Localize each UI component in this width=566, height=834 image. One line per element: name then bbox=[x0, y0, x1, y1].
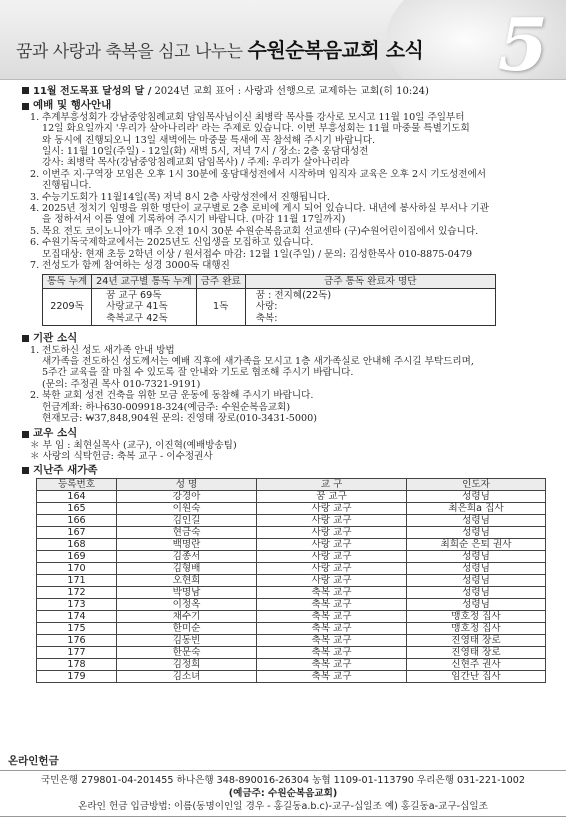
list-item-text bbox=[42, 169, 552, 192]
table-cell: 165 bbox=[37, 503, 117, 515]
online-offering-section bbox=[0, 755, 566, 817]
table-row bbox=[37, 635, 546, 647]
table-cell: 177 bbox=[37, 647, 117, 659]
completed-names: 꿈 : 전지혜(22독) 사랑: 축복: bbox=[245, 288, 495, 325]
square-bullet-icon bbox=[22, 467, 29, 474]
table-cell: 축복 교구 bbox=[257, 635, 407, 647]
table-cell: 한문숙 bbox=[117, 647, 257, 659]
table-header: 성 명 bbox=[117, 479, 257, 491]
table-row bbox=[37, 611, 546, 623]
list-item bbox=[30, 260, 552, 271]
newsletter-content bbox=[22, 86, 552, 683]
list-item-line: 추계부흥성회가 강남중앙침례교회 담임목사님이신 최병락 목사를 강사로 모시고 11월 10일 주일부터 bbox=[42, 111, 465, 123]
table-cell: 178 bbox=[37, 659, 117, 671]
list-item bbox=[30, 169, 552, 192]
list-item-number: 3. bbox=[30, 191, 40, 203]
table-cell: 171 bbox=[37, 575, 117, 587]
table-cell: 꿈 교구 bbox=[257, 491, 407, 503]
table-cell: 성령님 bbox=[407, 599, 546, 611]
table-cell: 169 bbox=[37, 551, 117, 563]
table-cell: 김인길 bbox=[117, 515, 257, 527]
table-row bbox=[37, 563, 546, 575]
table-cell: 사랑 교구 bbox=[257, 563, 407, 575]
list-item-number: 4. bbox=[30, 203, 40, 215]
table-row bbox=[37, 575, 546, 587]
table-row bbox=[37, 491, 546, 503]
list-item-line: 5주간 교육을 잘 마칠 수 있도록 잘 안내와 기도로 협조해 주시기 바랍니다. bbox=[42, 367, 354, 379]
table-cell: 맹호정 집사 bbox=[407, 623, 546, 635]
table-row bbox=[37, 671, 546, 683]
list-item-line: 북한 교회 성전 건축을 위한 모금 운동에 동참해 주시기 바랍니다. bbox=[42, 390, 314, 402]
table-cell: 175 bbox=[37, 623, 117, 635]
table-cell: 채수기 bbox=[117, 611, 257, 623]
list-item-text bbox=[42, 237, 552, 260]
total-count: 2209독 bbox=[43, 288, 92, 325]
table-cell: 179 bbox=[37, 671, 117, 683]
table-row bbox=[37, 539, 546, 551]
table-row bbox=[37, 647, 546, 659]
table-row bbox=[37, 515, 546, 527]
list-item bbox=[30, 203, 552, 226]
table-cell: 167 bbox=[37, 527, 117, 539]
newcomers-section-title: 지난주 새가족 bbox=[22, 465, 552, 476]
table-cell: 축복 교구 bbox=[257, 659, 407, 671]
table-row bbox=[37, 503, 546, 515]
staff-line: ＊ 사랑의 식탁헌금: 축복 교구 - 이수정권사 bbox=[30, 451, 213, 463]
table-cell: 성령님 bbox=[407, 575, 546, 587]
list-item-line: 일시: 11월 10일(주일) - 12일(화) 새벽 5시, 저녁 7시 / 장소: 2층 웅담대성전 bbox=[42, 146, 369, 158]
table-cell: 진영태 장로 bbox=[407, 647, 546, 659]
list-item-number: 7. bbox=[30, 260, 40, 272]
list-item bbox=[30, 345, 552, 391]
table-cell: 오현희 bbox=[117, 575, 257, 587]
table-header: 금주 통독 완료자 명단 bbox=[245, 274, 495, 288]
staff-section-title: 교우 소식 bbox=[22, 428, 552, 439]
list-item-text bbox=[42, 203, 552, 226]
institution-list bbox=[22, 345, 552, 425]
list-item-line: 새가족을 전도하신 성도께서는 예배 직후에 새가족을 모시고 1층 새가족실로 안내해 주시길 부탁드리며, bbox=[42, 355, 474, 367]
bible-reading-table bbox=[42, 274, 496, 327]
table-cell: 축복 교구 bbox=[257, 647, 407, 659]
list-item-number: 2. bbox=[30, 390, 40, 402]
list-item-line: 12일 화요일까지 '우리가 살아나리라' 라는 주제로 있습니다. 이번 부흥성회는 11월 마중물 특별기도회 bbox=[42, 123, 470, 135]
table-row bbox=[37, 551, 546, 563]
list-item-line: 전도하신 성도 새가족 안내 방법 bbox=[42, 344, 175, 356]
table-cell: 174 bbox=[37, 611, 117, 623]
list-item bbox=[30, 112, 552, 169]
list-item-line: 수원기독국제학교에서는 2025년도 신입생을 모집하고 있습니다. bbox=[42, 237, 314, 249]
deposit-method: 온라인 헌금 입금방법: 이름(동명이인일 경우 - 홍길동a.b.c)-교구-십일조 예) 홍길동a-교구-십일조 bbox=[78, 801, 488, 812]
table-cell: 축복 교구 bbox=[257, 599, 407, 611]
square-bullet-icon bbox=[22, 87, 29, 94]
church-motto: 2024년 교회 표어 : 사랑과 선행으로 교제하는 교회(히 10:24) bbox=[154, 86, 429, 97]
table-header: 금주 완료 bbox=[196, 274, 245, 288]
list-item-line: 이번주 지·구역장 모임은 오후 1시 30분에 웅담대성전에서 시작하며 임직자 교육은 오후 2시 기도성전에서 bbox=[42, 168, 487, 180]
table-cell: 김소녀 bbox=[117, 671, 257, 683]
list-item-number: 1. bbox=[30, 111, 40, 123]
newcomers-table bbox=[36, 478, 546, 683]
table-cell: 백명란 bbox=[117, 539, 257, 551]
header-number-graphic: 5 bbox=[497, 2, 548, 80]
table-cell: 축복 교구 bbox=[257, 611, 407, 623]
table-cell: 172 bbox=[37, 587, 117, 599]
table-cell: 사랑 교구 bbox=[257, 515, 407, 527]
bank-accounts: 국민은행 279801-04-201455 하나은행 348-890016-26304 농협 1109-01-113790 우리은행 031-221-1002 bbox=[41, 775, 525, 786]
page-title bbox=[16, 34, 423, 63]
table-cell: 김정희 bbox=[117, 659, 257, 671]
goal-label: 11월 전도목표 달성의 달 / bbox=[33, 86, 152, 97]
table-header: 24년 교구별 통독 누계 bbox=[92, 274, 197, 288]
table-cell: 임간난 집사 bbox=[407, 671, 546, 683]
table-cell: 김동빈 bbox=[117, 635, 257, 647]
list-item-line: 을 정하셔서 이름 옆에 기록하여 주시기 바랍니다. (마감 11월 17일까지) bbox=[42, 214, 346, 226]
table-row bbox=[37, 599, 546, 611]
table-cell: 사랑 교구 bbox=[257, 503, 407, 515]
table-cell: 맹호정 집사 bbox=[407, 611, 546, 623]
staff-line: ＊ 부 임 : 최현실목사 (교구), 이진혁(예배방송팀) bbox=[30, 439, 237, 451]
list-item bbox=[30, 226, 552, 237]
list-item-text bbox=[42, 260, 552, 271]
table-cell: 168 bbox=[37, 539, 117, 551]
table-cell: 진영태 장로 bbox=[407, 635, 546, 647]
table-cell: 이정옥 bbox=[117, 599, 257, 611]
table-cell: 현금숙 bbox=[117, 527, 257, 539]
table-row bbox=[37, 623, 546, 635]
list-item-text bbox=[42, 192, 552, 203]
table-cell: 최희순 은퇴 권사 bbox=[407, 539, 546, 551]
square-bullet-icon bbox=[22, 103, 29, 110]
table-cell: 김형배 bbox=[117, 563, 257, 575]
table-header: 통독 누계 bbox=[43, 274, 92, 288]
table-cell: 축복 교구 bbox=[257, 623, 407, 635]
title-prefix: 꿈과 사랑과 축복을 심고 나누는 bbox=[16, 42, 243, 62]
list-item-line: 2025년 정치기 임명을 위한 명단이 교구별로 2층 로비에 게시 되어 있습니다. 내년에 봉사하실 부서나 기관 bbox=[42, 203, 489, 215]
list-item-text bbox=[42, 390, 552, 424]
list-item bbox=[30, 237, 552, 260]
table-cell: 최은희a 집사 bbox=[407, 503, 546, 515]
table-row bbox=[37, 527, 546, 539]
goal-line bbox=[22, 86, 552, 97]
title-main: 수원순복음교회 소식 bbox=[247, 38, 424, 62]
account-holder: (예금주: 수원순복음교회) bbox=[228, 788, 338, 799]
table-cell: 박명남 bbox=[117, 587, 257, 599]
table-cell: 사랑 교구 bbox=[257, 575, 407, 587]
table-cell: 축복 교구 bbox=[257, 587, 407, 599]
institution-section-title: 기관 소식 bbox=[22, 333, 552, 344]
list-item-line: 현재모금: ₩37,848,904원 문의: 진영태 장로(010-3431-5000) bbox=[42, 412, 317, 424]
table-cell: 166 bbox=[37, 515, 117, 527]
worship-list bbox=[22, 112, 552, 272]
list-item-text bbox=[42, 112, 552, 169]
table-row bbox=[37, 587, 546, 599]
table-cell: 김종서 bbox=[117, 551, 257, 563]
table-cell: 170 bbox=[37, 563, 117, 575]
table-cell: 성령님 bbox=[407, 587, 546, 599]
table-header: 교 구 bbox=[257, 479, 407, 491]
table-cell: 성령님 bbox=[407, 491, 546, 503]
list-item-number: 5. bbox=[30, 225, 40, 237]
list-item-line: 강사: 최병락 목사(강남중앙침례교회 담임목사) / 주제: 우리가 살아나리라 bbox=[42, 157, 350, 169]
table-cell: 164 bbox=[37, 491, 117, 503]
list-item-text bbox=[42, 345, 552, 391]
list-item-line: (문의: 주정권 목사 010-7321-9191) bbox=[42, 378, 201, 390]
table-cell: 신현주 권사 bbox=[407, 659, 546, 671]
square-bullet-icon bbox=[22, 335, 29, 342]
worship-section-title: 예배 및 행사안내 bbox=[22, 100, 552, 111]
table-cell: 성령님 bbox=[407, 527, 546, 539]
list-item-line: 전성도가 함께 참여하는 성경 3000독 대행진 bbox=[42, 260, 230, 272]
table-header: 등록번호 bbox=[37, 479, 117, 491]
online-offering-title: 온라인헌금 bbox=[8, 755, 59, 767]
list-item bbox=[30, 390, 552, 424]
list-item bbox=[30, 192, 552, 203]
table-cell: 이원숙 bbox=[117, 503, 257, 515]
list-item-line: 헌금계좌: 하나630-009918-324(예금주: 수원순복음교회) bbox=[42, 401, 291, 413]
staff-news bbox=[22, 440, 552, 463]
table-cell: 사랑 교구 bbox=[257, 551, 407, 563]
list-item-number: 6. bbox=[30, 237, 40, 249]
list-item-line: 진행됩니다. bbox=[42, 180, 92, 192]
list-item-line: 수능기도회가 11월14일(목) 저녁 8시 2층 사랑성전에서 진행됩니다. bbox=[42, 191, 330, 203]
list-item-text bbox=[42, 226, 552, 237]
week-count: 1독 bbox=[196, 288, 245, 325]
list-item-number: 2. bbox=[30, 168, 40, 180]
newsletter-header bbox=[0, 0, 566, 80]
list-item-line: 목요 전도 코이노니아가 매주 오전 10시 30분 수원순복음교회 선교센타 (구)수원어린이집에서 있습니다. bbox=[42, 225, 479, 237]
table-cell: 성령님 bbox=[407, 551, 546, 563]
group-counts: 꿈 교구 69독 사랑교구 41독 축복교구 42독 bbox=[92, 288, 197, 325]
table-cell: 173 bbox=[37, 599, 117, 611]
table-row bbox=[37, 659, 546, 671]
list-item-number: 1. bbox=[30, 344, 40, 356]
table-cell: 강경아 bbox=[117, 491, 257, 503]
table-cell: 성령님 bbox=[407, 515, 546, 527]
table-header: 인도자 bbox=[407, 479, 546, 491]
list-item-line: 모집대상: 현재 초등 2학년 이상 / 원서접수 마감: 12월 1일(주일) / 문의: 김성한목사 010-8875-0479 bbox=[42, 248, 473, 260]
square-bullet-icon bbox=[22, 431, 29, 438]
table-cell: 176 bbox=[37, 635, 117, 647]
table-cell: 축복 교구 bbox=[257, 671, 407, 683]
table-cell: 한미순 bbox=[117, 623, 257, 635]
table-cell: 성령님 bbox=[407, 563, 546, 575]
online-offering-box bbox=[0, 770, 566, 817]
table-cell: 사랑 교구 bbox=[257, 527, 407, 539]
table-cell: 사랑 교구 bbox=[257, 539, 407, 551]
list-item-line: 와 동시에 진행되오니 13일 새벽에는 마중물 특새에 꼭 참석해 주시기 바랍니다. bbox=[42, 134, 376, 146]
